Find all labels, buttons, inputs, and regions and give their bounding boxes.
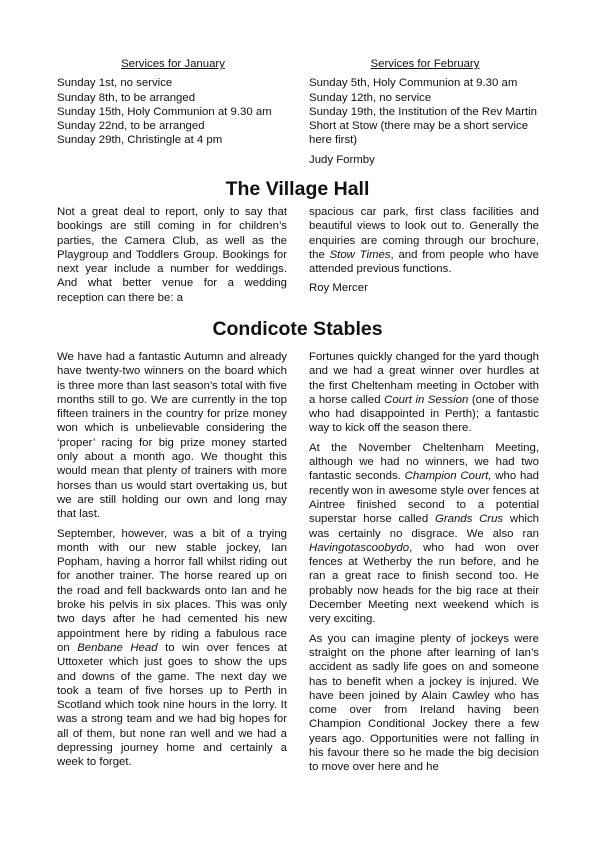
service-line: Sunday 29th, Christingle at 4 pm [57,134,223,147]
service-line: Sunday 8th, to be arranged [57,91,196,104]
stables-right-column [309,350,539,780]
village-hall-left-column [57,205,287,310]
text-run: Fortunes quickly changed for the yard though and we had a great winner over hurdles at the first Cheltenham meeting in October with a horse called [309,351,539,406]
stow-times-italic: Stow Times [329,248,391,261]
service-line: Sunday 19th, the Institution of the Rev Martin Short at Stow (there may be a short service here first) [309,105,537,147]
text-run: (one of those who had disappointed in Perth); a fantastic way to kick off the season there. [309,393,539,435]
village-hall-right-column [309,205,539,296]
service-line: Sunday 5th, Holy Communion at 9.30 am [309,77,518,90]
village-hall-signature: Roy Mercer [309,282,368,295]
village-hall-title: The Village Hall [225,178,370,200]
february-heading: Services for February [370,58,480,70]
text-run: , who had won over fences at Wetherby the run before, and he ran a great race to finish second too. He probably now heads for the big race at their December Meeting next weekend which is very exciting. [309,541,539,626]
january-heading: Services for January [121,58,225,70]
stables-paragraph [57,527,287,770]
stables-paragraph [309,350,539,436]
horse-name-italic: Court in Session [384,393,469,406]
services-signature: Judy Formby [309,153,375,166]
stables-title: Condicote Stables [212,318,383,340]
stables-paragraph: As you can imagine plenty of jockeys were straight on the phone after learning of Ian’s accident as sadly life goes on and someone has to benefit when a jockey is injured. We have been joined by Alain Cawley who has come over from Ireland having been Champion Conditional Jockey there a few years ago. Opportunities were not falling in his favour there so he made the big decision to move over here and he [309,632,539,774]
text-run: which was certainly no disgrace. We also ran [309,513,539,540]
january-services [57,57,289,148]
horse-name-italic: Grands Crus [434,513,504,526]
service-line: Sunday 22nd, to be arranged [57,120,205,133]
text-run: At the November Cheltenham Meeting, although we had no winners, we had two fantastic seconds. [309,441,539,483]
horse-name-italic: Havingotascoobydo [309,541,410,554]
stables-left-column [57,350,287,775]
horse-name-italic: Champion Court, [404,470,492,483]
text-run: September, however, was a bit of a trying month with our new stable jockey, Ian Popham, having a horror fall whilst riding out for another trainer. The horse reared up on the road and fell backwards onto Ian and he broke his pelvis in six places. This was only two days after he had cemented his new appointment here by riding a fabulous race on [57,527,287,654]
text-run: , and from people who have attended previous functions. [309,248,539,276]
text-run: who had recently won in awesome style over fences at Aintree finished second to a potential superstar horse called [309,470,539,526]
february-services [309,57,541,167]
service-line: Sunday 15th, Holy Communion at 9.30 am [57,105,272,118]
stables-paragraph [309,441,539,627]
service-line: Sunday 1st, no service [57,77,173,90]
text-run: spacious car park, first class facilities and beautiful views to look out to. Generally the enquiries are coming through our brochure, the [309,206,539,261]
stables-paragraph: We have had a fantastic Autumn and already have twenty-two winners on the board which is three more than last season’s total with five months still to go. We are currently in the top fifteen trainers in the country for prize money won which is unbelievable considering the ‘proper’ racing for big prize money started only about a month ago. We thought this would mean that plenty of trainers with more horses than us would start overtaking us, but we are still holding our own and long may that last. [57,351,287,521]
village-hall-paragraph-cont [309,205,539,276]
text-run: to win over fences at Uttoxeter which just goes to show the ups and downs of the game. The next day we took a team of five horses up to Perth in Scotland which took nine hours in the lorry. It was a strong team and we had big hopes for all of them, but none ran well and we had a depressing journey home and certainly a week to forget. [57,641,287,769]
horse-name-italic: Benbane Head [77,641,158,654]
service-line: Sunday 12th, no service [309,91,432,104]
village-hall-paragraph: Not a great deal to report, only to say that bookings are still coming in for children’s parties, the Camera Club, as well as the Playgroup and Toddlers Group. Bookings for next year include a number for weddings. And what better venue for a wedding reception can there be: a [57,206,287,304]
